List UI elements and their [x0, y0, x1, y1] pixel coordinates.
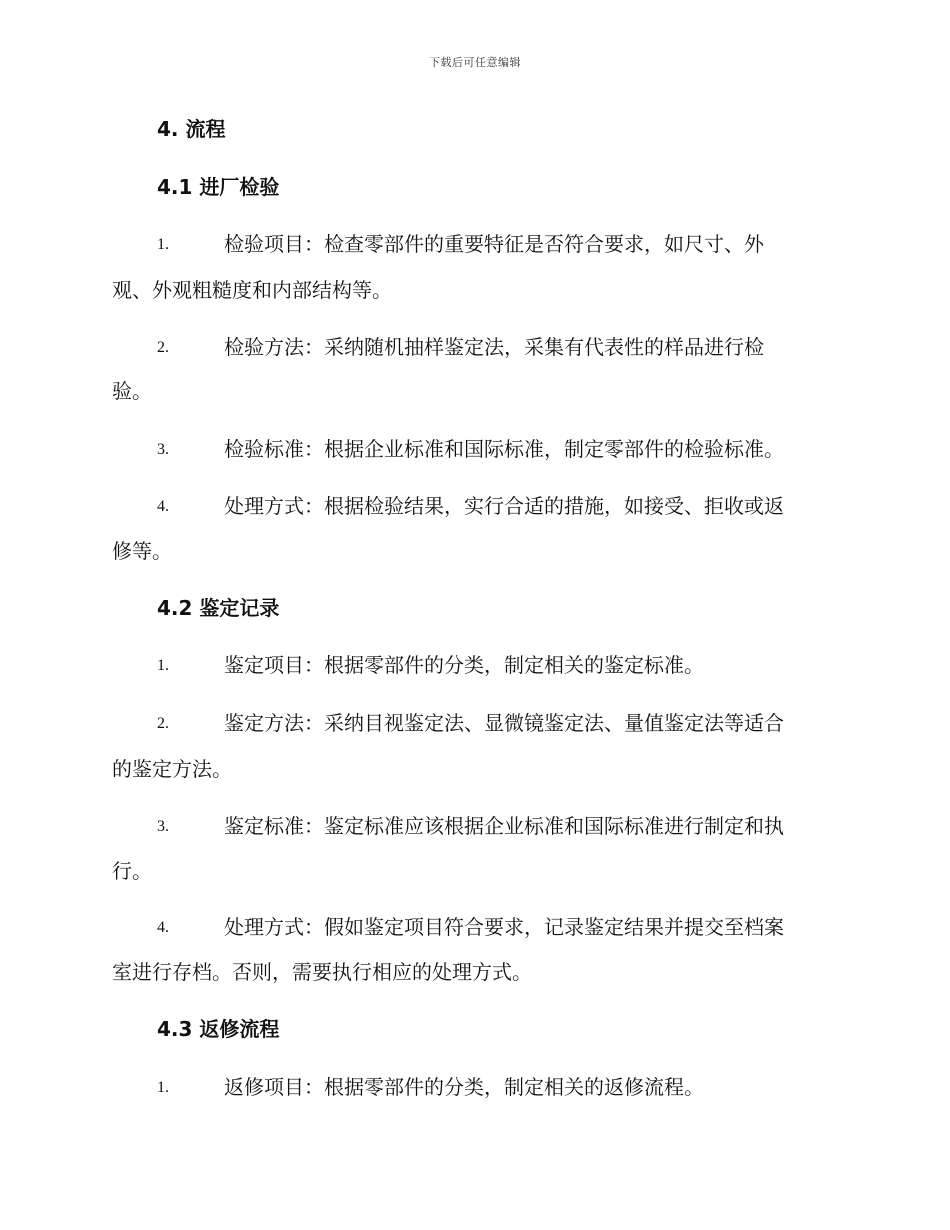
- list-item-number: 2.: [157, 339, 169, 356]
- list-item-text-continued: 观、外观粗糙度和内部结构等。: [112, 278, 392, 302]
- subsection-title: 4.2 鉴定记录: [157, 596, 280, 620]
- list-item-text-continued: 的鉴定方法。: [112, 757, 232, 781]
- subsection-title: 4.1 进厂检验: [157, 175, 280, 199]
- subsection-title: 4.3 返修流程: [157, 1017, 280, 1041]
- header-note: 下载后可任意编辑: [429, 56, 521, 69]
- list-item-text-continued: 室进行存档。否则，需要执行相应的处理方式。: [112, 960, 532, 984]
- list-item-text: 鉴定项目：根据零部件的分类，制定相关的鉴定标准。: [224, 653, 704, 677]
- list-item-number: 2.: [157, 715, 169, 732]
- list-item-text: 处理方式：根据检验结果，实行合适的措施，如接受、拒收或返: [224, 494, 784, 518]
- list-item-text: 检验项目：检查零部件的重要特征是否符合要求，如尺寸、外: [224, 232, 764, 256]
- list-item-number: 4.: [157, 919, 169, 936]
- list-item-number: 1.: [157, 1079, 169, 1096]
- list-item-text-continued: 验。: [112, 379, 152, 403]
- list-item-text-continued: 行。: [112, 859, 152, 883]
- list-item-text: 检验标准：根据企业标准和国际标准，制定零部件的检验标准。: [224, 437, 784, 461]
- list-item-number: 1.: [157, 236, 169, 253]
- list-item-number: 1.: [157, 657, 169, 674]
- list-item-text: 鉴定方法：采纳目视鉴定法、显微镜鉴定法、量值鉴定法等适合: [224, 711, 784, 735]
- list-item-text: 返修项目：根据零部件的分类，制定相关的返修流程。: [224, 1075, 704, 1099]
- list-item-number: 3.: [157, 818, 169, 835]
- list-item-text: 检验方法：采纳随机抽样鉴定法，采集有代表性的样品进行检: [224, 335, 764, 359]
- list-item-text: 处理方式：假如鉴定项目符合要求，记录鉴定结果并提交至档案: [224, 915, 784, 939]
- list-item-text: 鉴定标准：鉴定标准应该根据企业标准和国际标准进行制定和执: [224, 814, 784, 838]
- list-item-number: 4.: [157, 498, 169, 515]
- section-title: 4. 流程: [157, 117, 226, 141]
- list-item-text-continued: 修等。: [112, 539, 172, 563]
- list-item-number: 3.: [157, 441, 169, 458]
